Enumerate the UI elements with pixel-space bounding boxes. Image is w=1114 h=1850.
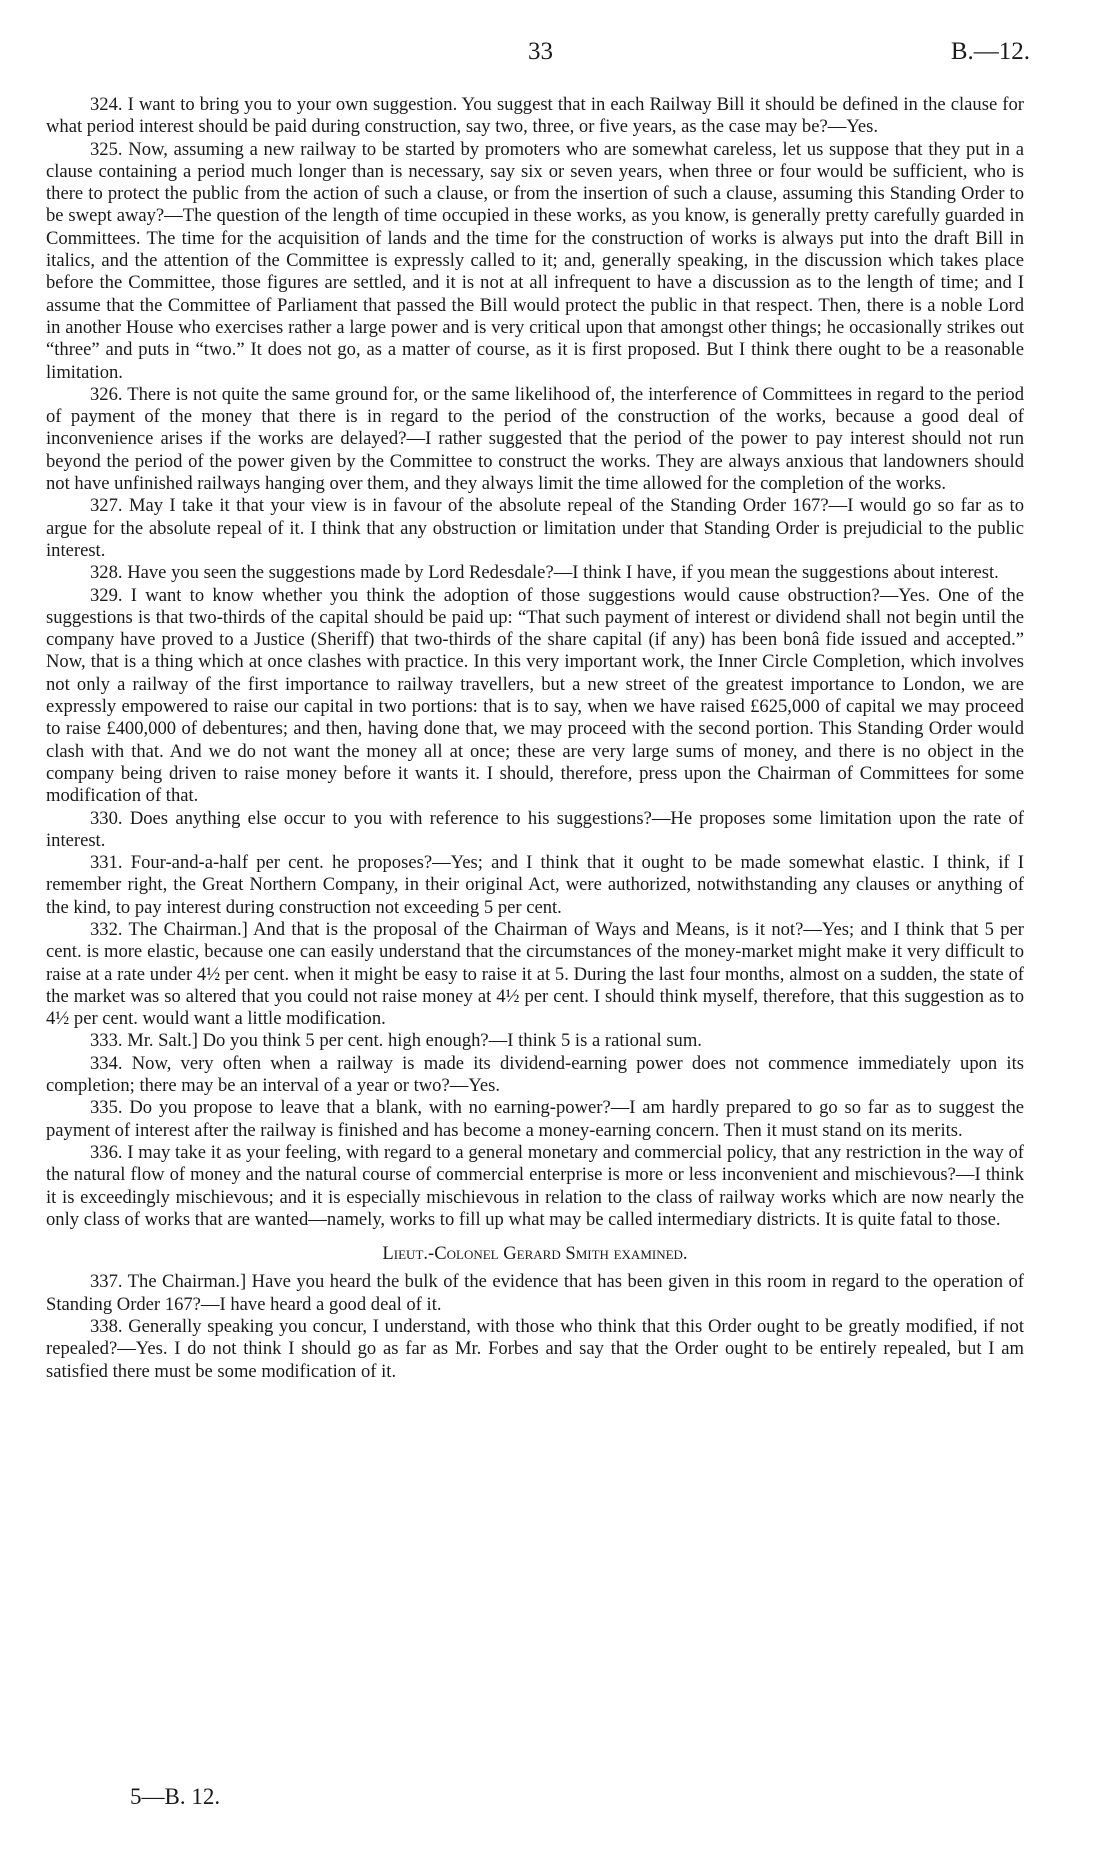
paragraph-335: 335. Do you propose to leave that a blank, with no earning-power?—I am hardly prepared to go so far as to suggest the payment of interest after the railway is finished and has become a money-earning concern. Then it must stand on its merits. (46, 1097, 1024, 1141)
page-number: 33 (528, 38, 553, 65)
paragraph-328: 328. Have you seen the suggestions made by Lord Redesdale?—I think I have, if you mean the suggestions about interest. (90, 562, 999, 584)
document-reference: B.—12. (950, 38, 1030, 65)
page-header (0, 38, 1114, 78)
paragraph-331: 331. Four-and-a-half per cent. he proposes?—Yes; and I think that it ought to be made somewhat elastic. I think, if I remember right, the Great Northern Company, in their original Act, were authorized, notwithstanding any clauses or anything of the kind, to pay interest during construction not exceeding 5 per cent. (46, 852, 1024, 918)
paragraph-329: 329. I want to know whether you think the adoption of those suggestions would cause obstruction?—Yes. One of the suggestions is that two-thirds of the capital should be paid up: “That such payment of interest or dividend shall not begin until the company have proved to a Justice (Sheriff) that two-thirds of the share capital (if any) has been bonâ fide issued and accepted.” Now, that is a thing which at once clashes with practice. In this very important work, the Inner Circle Completion, which involves not only a railway of the first importance to railway travellers, but a new street of the greatest importance to London, we are expressly empowered to raise our capital in two portions: that is to say, when we have raised £625,000 of capital we may proceed to raise £400,000 of debentures; and then, having done that, we may proceed with the second portion. This Standing Order would clash with that. And we do not want the money all at once; these are very large sums of money, and there is no object in the company being driven to raise money before it wants it. I should, therefore, press upon the Chairman of Committees for some modification of that. (46, 584, 1024, 807)
paragraph-326: 326. There is not quite the same ground for, or the same likelihood of, the interference of Committees in regard to the period of payment of the money that there is in regard to the period of the construction of the works, because a good deal of inconvenience arises if the works are delayed?—I rather suggested that the period of the power to pay interest should not run beyond the period of the power given by the Committee to construct the works. They are always anxious that landowners should not have unfinished railways hanging over them, and they always limit the time allowed for the completion of the works. (46, 383, 1024, 495)
paragraph-334: 334. Now, very often when a railway is made its dividend-earning power does not commence immediately upon its completion; there may be an interval of a year or two?—Yes. (46, 1052, 1024, 1097)
paragraph-327: 327. May I take it that your view is in favour of the absolute repeal of the Standing Order 167?—I would go so far as to argue for the absolute repeal of it. I think that any obstruction or limitation under that Standing Order is prejudicial to the public interest. (46, 495, 1024, 561)
footer-signature: 5—B. 12. (130, 1784, 221, 1809)
witness-heading: Lieut.-Colonel Gerard Smith examined. (382, 1243, 688, 1265)
paragraph-338: 338. Generally speaking you concur, I understand, with those who think that this Order ought to be greatly modified, if not repealed?—Yes. I do not think I should go as far as Mr. Forbes and say that the Order ought to be entirely repealed, but I am satisfied there must be some modification of it. (46, 1316, 1024, 1382)
paragraph-333: 333. Mr. Salt.] Do you think 5 per cent. high enough?—I think 5 is a rational sum. (90, 1030, 702, 1052)
evidence-text (46, 94, 1024, 1383)
paragraph-337: 337. The Chairman.] Have you heard the bulk of the evidence that has been given in this room in regard to the operation of Standing Order 167?—I have heard a good deal of it. (46, 1271, 1024, 1315)
paragraph-332: 332. The Chairman.] And that is the proposal of the Chairman of Ways and Means, is it not?—Yes; and I think that 5 per cent. is more elastic, because one can easily understand that the circumstances of the money-market might make it very difficult to raise at a rate under 4½ per cent. when it might be easy to raise it at 5. During the last four months, almost on a sudden, the state of the market was so altered that you could not raise money at 4½ per cent. I should think myself, therefore, that this suggestion as to 4½ per cent. would want a little modification. (46, 918, 1024, 1030)
paragraph-330: 330. Does anything else occur to you with reference to his suggestions?—He proposes some limitation upon the rate of interest. (46, 807, 1024, 851)
paragraph-324: 324. I want to bring you to your own suggestion. You suggest that in each Railway Bill it should be defined in the clause for what period interest should be paid during construction, say two, three, or five years, as the case may be?—Yes. (46, 94, 1024, 138)
paragraph-325: 325. Now, assuming a new railway to be started by promoters who are somewhat careless, let us suppose that they put in a clause containing a period much longer than is necessary, say six or seven years, when three or four would be sufficient, who is there to protect the public from the action of such a clause, or from the insertion of such a clause, assuming this Standing Order to be swept away?—The question of the length of time occupied in these works, as you know, is generally pretty carefully guarded in Committees. The time for the acquisition of lands and the time for the construction of works is always put into the draft Bill in italics, and the attention of the Committee is expressly called to it; and, generally speaking, in the discussion which takes place before the Committee, those figures are settled, and it is not at all infrequent to have a discussion as to the length of time; and I assume that the Committee of Parliament that passed the Bill would protect the public in that respect. Then, there is a noble Lord in another House who exercises rather a large power and is very critical upon that amongst other things; he occasionally strikes out “three” and puts in “two.” It does not go, as a matter of course, as it is first proposed. But I think there ought to be a reasonable limitation. (46, 138, 1024, 383)
paragraph-336: 336. I may take it as your feeling, with regard to a general monetary and commercial policy, that any restriction in the way of the natural flow of money and the natural course of commercial enterprise is more or less inconvenient and mischievous?—I think it is exceedingly mischievous; and it is especially mischievous in relation to the class of railway works which are now nearly the only class of works that are wanted—namely, works to fill up what may be called intermediary districts. It is quite fatal to those. (46, 1141, 1024, 1230)
